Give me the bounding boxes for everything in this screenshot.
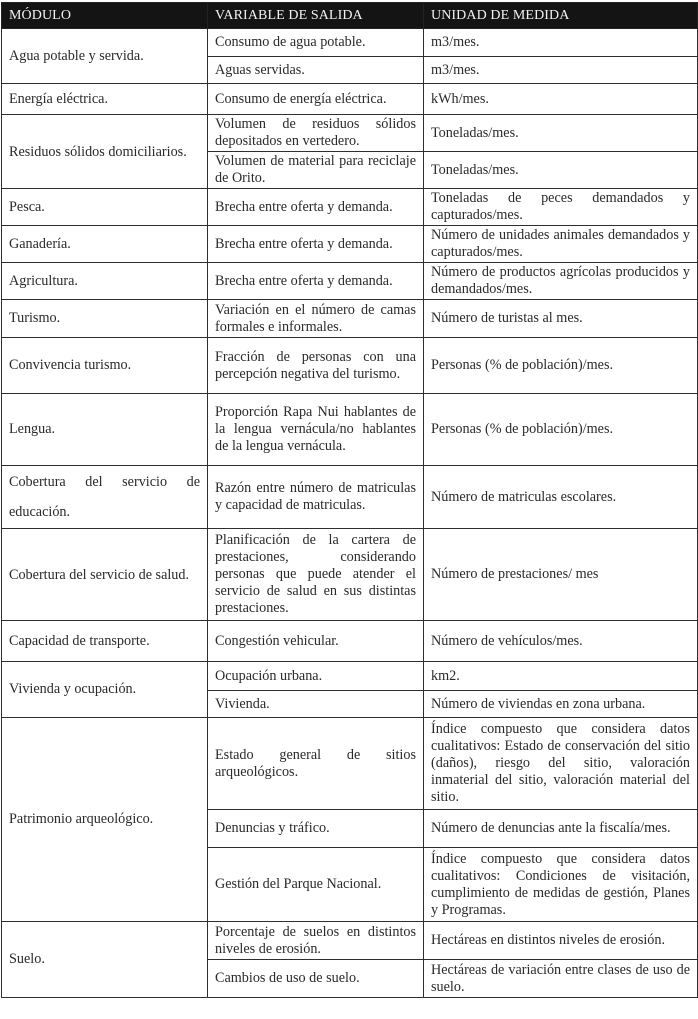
module-cell: Ganadería. (2, 226, 208, 263)
table-row (2, 338, 698, 394)
module-cell: Agricultura. (2, 263, 208, 300)
header-unidad: UNIDAD DE MEDIDA (424, 3, 698, 29)
variable-cell: Denuncias y tráfico. (208, 810, 424, 848)
module-cell: Pesca. (2, 189, 208, 226)
module-cell: Residuos sólidos domiciliarios. (2, 115, 208, 189)
table-row (2, 263, 698, 300)
module-cell: Cobertura del servicio de educación. (2, 466, 208, 529)
module-cell: Patrimonio arqueológico. (2, 718, 208, 922)
variable-cell: Porcentaje de suelos en distintos niveles de erosión. (208, 922, 424, 960)
unit-cell: Hectáreas de variación entre clases de uso de suelo. (424, 960, 698, 998)
variable-cell: Gestión del Parque Nacional. (208, 848, 424, 922)
variable-cell: Proporción Rapa Nui hablantes de la lengua vernácula/no hablantes de la lengua vernácula. (208, 394, 424, 466)
variable-cell: Brecha entre oferta y demanda. (208, 189, 424, 226)
variable-cell: Cambios de uso de suelo. (208, 960, 424, 998)
table-row (2, 662, 698, 691)
variable-cell: Brecha entre oferta y demanda. (208, 263, 424, 300)
unit-cell: Número de matriculas escolares. (424, 466, 698, 529)
unit-cell: Toneladas/mes. (424, 115, 698, 152)
variable-cell: Consumo de agua potable. (208, 29, 424, 57)
unit-cell: Toneladas de peces demandados y capturados/mes. (424, 189, 698, 226)
unit-cell: Número de denuncias ante la fiscalía/mes. (424, 810, 698, 848)
table-row (2, 189, 698, 226)
table-row (2, 922, 698, 960)
variable-cell: Estado general de sitios arqueológicos. (208, 718, 424, 810)
header-row (2, 3, 698, 29)
variable-cell: Variación en el número de camas formales e informales. (208, 300, 424, 338)
table-row (2, 115, 698, 152)
module-cell: Vivienda y ocupación. (2, 662, 208, 718)
module-cell: Turismo. (2, 300, 208, 338)
unit-cell: m3/mes. (424, 29, 698, 57)
variable-cell: Consumo de energía eléctrica. (208, 84, 424, 115)
module-cell: Energía eléctrica. (2, 84, 208, 115)
module-cell: Capacidad de transporte. (2, 621, 208, 662)
unit-cell: m3/mes. (424, 57, 698, 84)
variable-cell: Volumen de material para reciclaje de Orito. (208, 152, 424, 189)
variable-cell: Vivienda. (208, 691, 424, 718)
variable-cell: Volumen de residuos sólidos depositados en vertedero. (208, 115, 424, 152)
table-row (2, 84, 698, 115)
table-row (2, 718, 698, 810)
modules-table (1, 2, 698, 998)
module-cell: Cobertura del servicio de salud. (2, 529, 208, 621)
unit-cell: Número de prestaciones/ mes (424, 529, 698, 621)
header-modulo: MÓDULO (2, 3, 208, 29)
unit-cell: Número de unidades animales demandados y capturados/mes. (424, 226, 698, 263)
unit-cell: Número de productos agrícolas producidos y demandados/mes. (424, 263, 698, 300)
variable-cell: Fracción de personas con una percepción negativa del turismo. (208, 338, 424, 394)
unit-cell: Hectáreas en distintos niveles de erosión. (424, 922, 698, 960)
table-row (2, 394, 698, 466)
table-row (2, 466, 698, 529)
variable-cell: Brecha entre oferta y demanda. (208, 226, 424, 263)
header-variable: VARIABLE DE SALIDA (208, 3, 424, 29)
unit-cell: Toneladas/mes. (424, 152, 698, 189)
variable-cell: Ocupación urbana. (208, 662, 424, 691)
variable-cell: Aguas servidas. (208, 57, 424, 84)
module-cell: Convivencia turismo. (2, 338, 208, 394)
module-cell: Suelo. (2, 922, 208, 998)
unit-cell: Número de vehículos/mes. (424, 621, 698, 662)
unit-cell: Índice compuesto que considera datos cualitativos: Estado de conservación del sitio (daños), riesgo del sitio, valoración inmaterial del sitio, valoración material del sitio. (424, 718, 698, 810)
unit-cell: Número de turistas al mes. (424, 300, 698, 338)
unit-cell: km2. (424, 662, 698, 691)
table-row (2, 621, 698, 662)
variable-cell: Congestión vehicular. (208, 621, 424, 662)
table-row (2, 300, 698, 338)
unit-cell: Número de viviendas en zona urbana. (424, 691, 698, 718)
table-row (2, 529, 698, 621)
variable-cell: Razón entre número de matriculas y capacidad de matriculas. (208, 466, 424, 529)
module-cell: Lengua. (2, 394, 208, 466)
table-row (2, 226, 698, 263)
table-row (2, 29, 698, 57)
variable-cell: Planificación de la cartera de prestaciones, considerando personas que puede atender el servicio de salud en sus distintas prestaciones. (208, 529, 424, 621)
module-cell: Agua potable y servida. (2, 29, 208, 84)
unit-cell: kWh/mes. (424, 84, 698, 115)
unit-cell: Personas (% de población)/mes. (424, 338, 698, 394)
unit-cell: Personas (% de población)/mes. (424, 394, 698, 466)
unit-cell: Índice compuesto que considera datos cualitativos: Condiciones de visitación, cumplimiento de medidas de gestión, Planes y Programas. (424, 848, 698, 922)
